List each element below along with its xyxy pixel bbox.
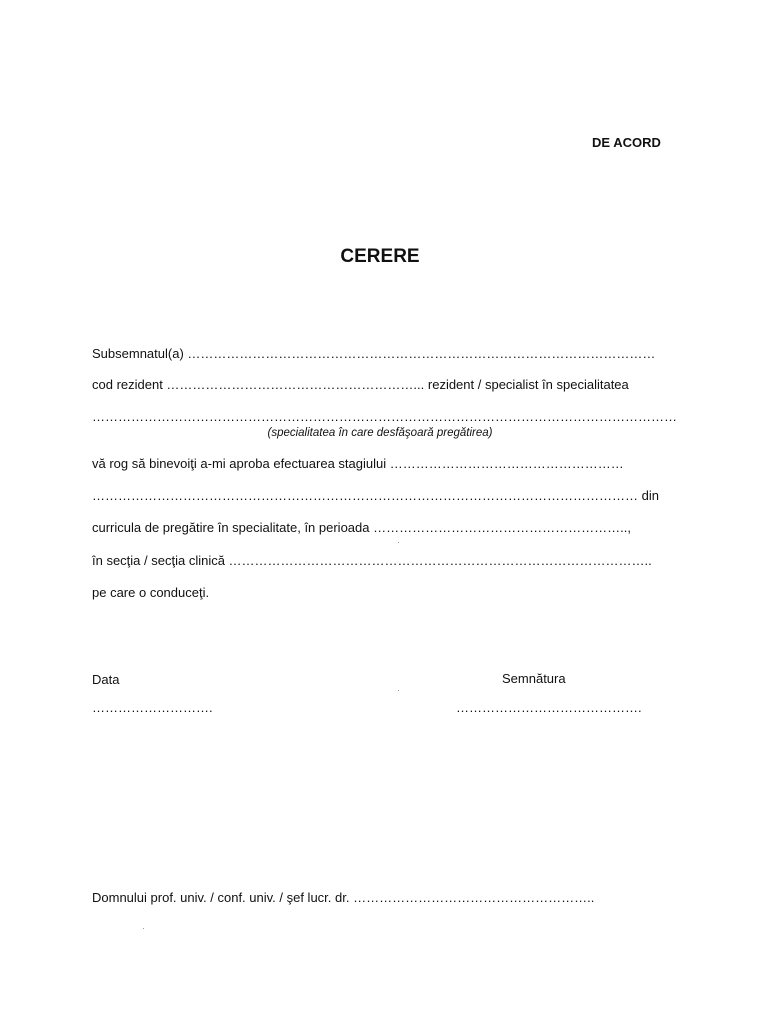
line-stagiu-request: vă rog să binevoiţi a-mi aproba efectuarea stagiului ……………………………………………… [92, 456, 624, 471]
scan-speck [398, 542, 399, 543]
specialitate-hint: (specialitatea în care desfăşoară pregătirea) [267, 427, 493, 439]
date-field: ………………………. [92, 700, 213, 715]
line-cod-rezident: cod rezident …………………………………………………... rezident / specialist în specialitatea [92, 377, 629, 392]
document-title: CERERE [340, 246, 420, 267]
scan-speck [398, 690, 399, 691]
scan-speck [143, 928, 144, 929]
date-label: Data [92, 672, 120, 687]
signature-label: Semnătura [502, 671, 566, 686]
approval-label: DE ACORD [592, 135, 661, 150]
line-conduceti: pe care o conduceţi. [92, 585, 210, 600]
line-specialitate-blank: ……………………………………………………………………………………………………………………… [92, 409, 677, 424]
line-perioada: curricula de pregătire în specialitate, în perioada ………………………………………………….., [92, 520, 631, 535]
line-sectia: în secţia / secţia clinică …………………………………………………………………………………….. [92, 553, 652, 568]
line-subsemnatul: Subsemnatul(a) ……………………………………………………………………………………………… [92, 346, 656, 361]
signature-field: ……………………………………. [456, 700, 642, 715]
addressee-line: Domnului prof. univ. / conf. univ. / şef lucr. dr. ……………………………………………….. [92, 890, 595, 905]
line-stagiu-blank: ……………………………………………………………………………………………………………… din [92, 488, 659, 503]
